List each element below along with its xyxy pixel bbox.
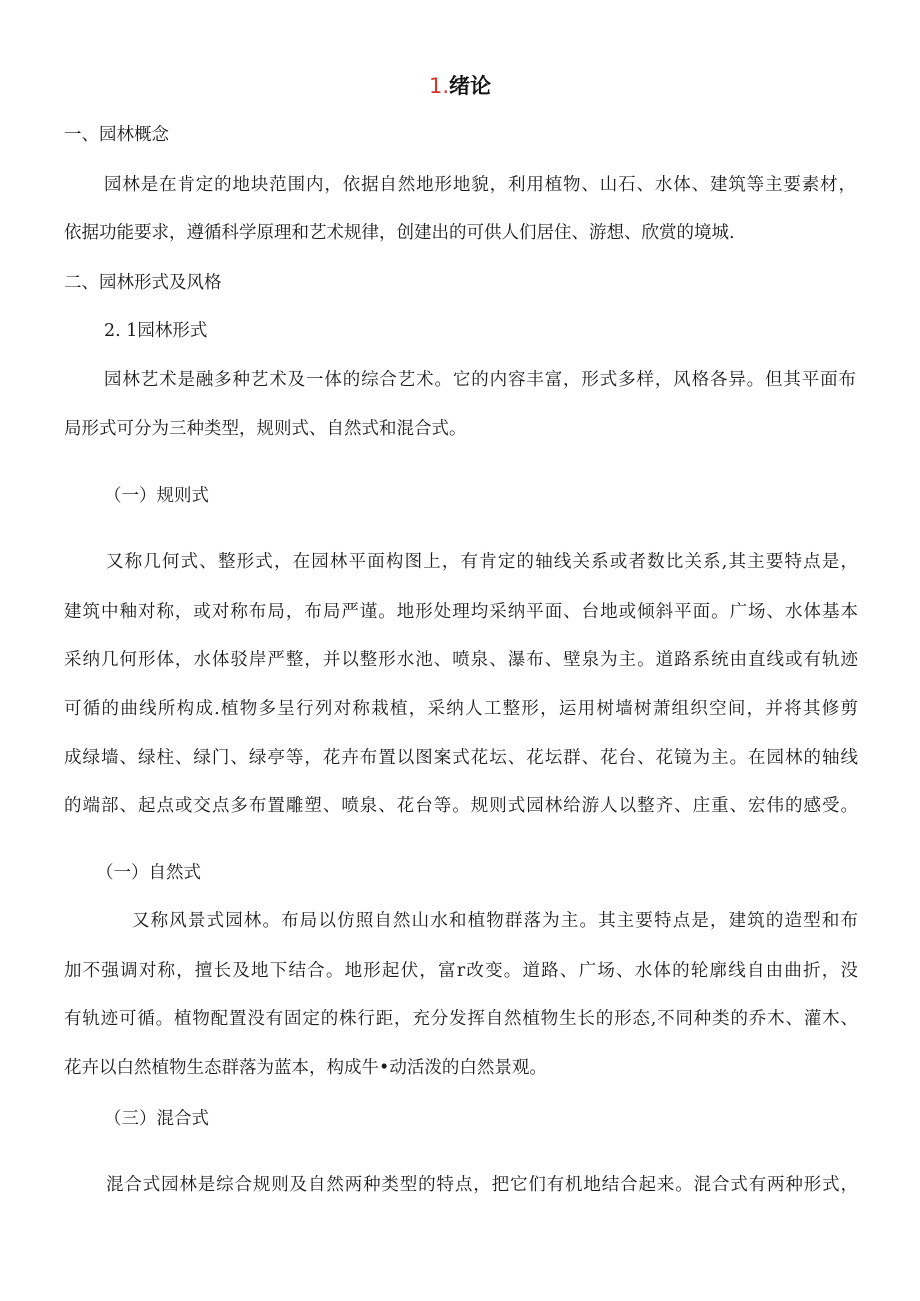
paragraph-line: 成绿墙、绿柱、绿门、绿亭等，花卉布置以图案式花坛、花坛群、花台、花镜为主。在园林的轴线 xyxy=(64,748,858,768)
section-heading-2: 二、园林形式及风格 xyxy=(64,273,222,293)
paragraph-line: 采纳几何形体，水体驳岸严整，并以整形水池、喷泉、瀑布、壁泉为主。道路系统由直线或有轨迹 xyxy=(64,650,858,670)
paragraph-line: 又称几何式、整形式，在园林平面构图上，有肯定的轴线关系或者数比关系,其主要特点是， xyxy=(106,552,858,572)
paragraph-line: 园林是在肯定的地块范围内，依据自然地形地貌，利用植物、山石、水体、建筑等主要素材， xyxy=(104,175,856,195)
chapter-number: 1. xyxy=(428,74,450,98)
paragraph-line: 可循的曲线所构成.植物多呈行列对称栽植，采纳人工整形，运用树墙树萧组织空间，并将其修剪 xyxy=(64,699,858,719)
chapter-title xyxy=(0,70,920,100)
paragraph-line: 又称风景式园林。布局以仿照自然山水和植物群落为主。其主要特点是，建筑的造型和布 xyxy=(132,911,858,931)
paragraph-line: 花卉以白然植物生态群落为蓝本，构成牛•动活泼的白然景观。 xyxy=(64,1058,547,1078)
paragraph-line: 混合式园林是综合规则及自然两种类型的特点，把它们有机地结合起来。混合式有两种形式， xyxy=(106,1175,858,1195)
item-heading-regular: （一）规则式 xyxy=(104,486,209,506)
item-heading-mixed: （三）混合式 xyxy=(104,1109,209,1129)
section-heading-1: 一、园林概念 xyxy=(64,125,169,145)
paragraph-line: 加不强调对称，擅长及地下结合。地形起伏，富r改变。道路、广场、水体的轮廓线自由曲折，没 xyxy=(64,961,858,981)
paragraph-line: 依据功能要求，遵循科学原理和艺术规律，创建出的可供人们居住、游想、欣赏的境城. xyxy=(64,223,735,243)
paragraph-line: 有轨迹可循。植物配置没有固定的株行距，充分发挥自然植物生长的形态,不同种类的乔木、灌木、 xyxy=(64,1009,858,1029)
subsection-heading: 2. 1园林形式 xyxy=(104,321,208,341)
chapter-title-text: 绪论 xyxy=(449,74,492,98)
paragraph-line: 园林艺术是融多种艺术及一体的综合艺术。它的内容丰富，形式多样，风格各异。但其平面布 xyxy=(104,370,856,390)
item-heading-natural: （一）自然式 xyxy=(96,863,201,883)
paragraph-line: 的端部、起点或交点多布置雕塑、喷泉、花台等。规则式园林给游人以整齐、庄重、宏伟的感受。 xyxy=(64,796,858,816)
paragraph-line: 建筑中釉对称，或对称布局，布局严谨。地形处理均采纳平面、台地或倾斜平面。广场、水体基本 xyxy=(64,602,858,622)
paragraph-line: 局形式可分为三种类型，规则式、自然式和混合式。 xyxy=(64,419,467,439)
